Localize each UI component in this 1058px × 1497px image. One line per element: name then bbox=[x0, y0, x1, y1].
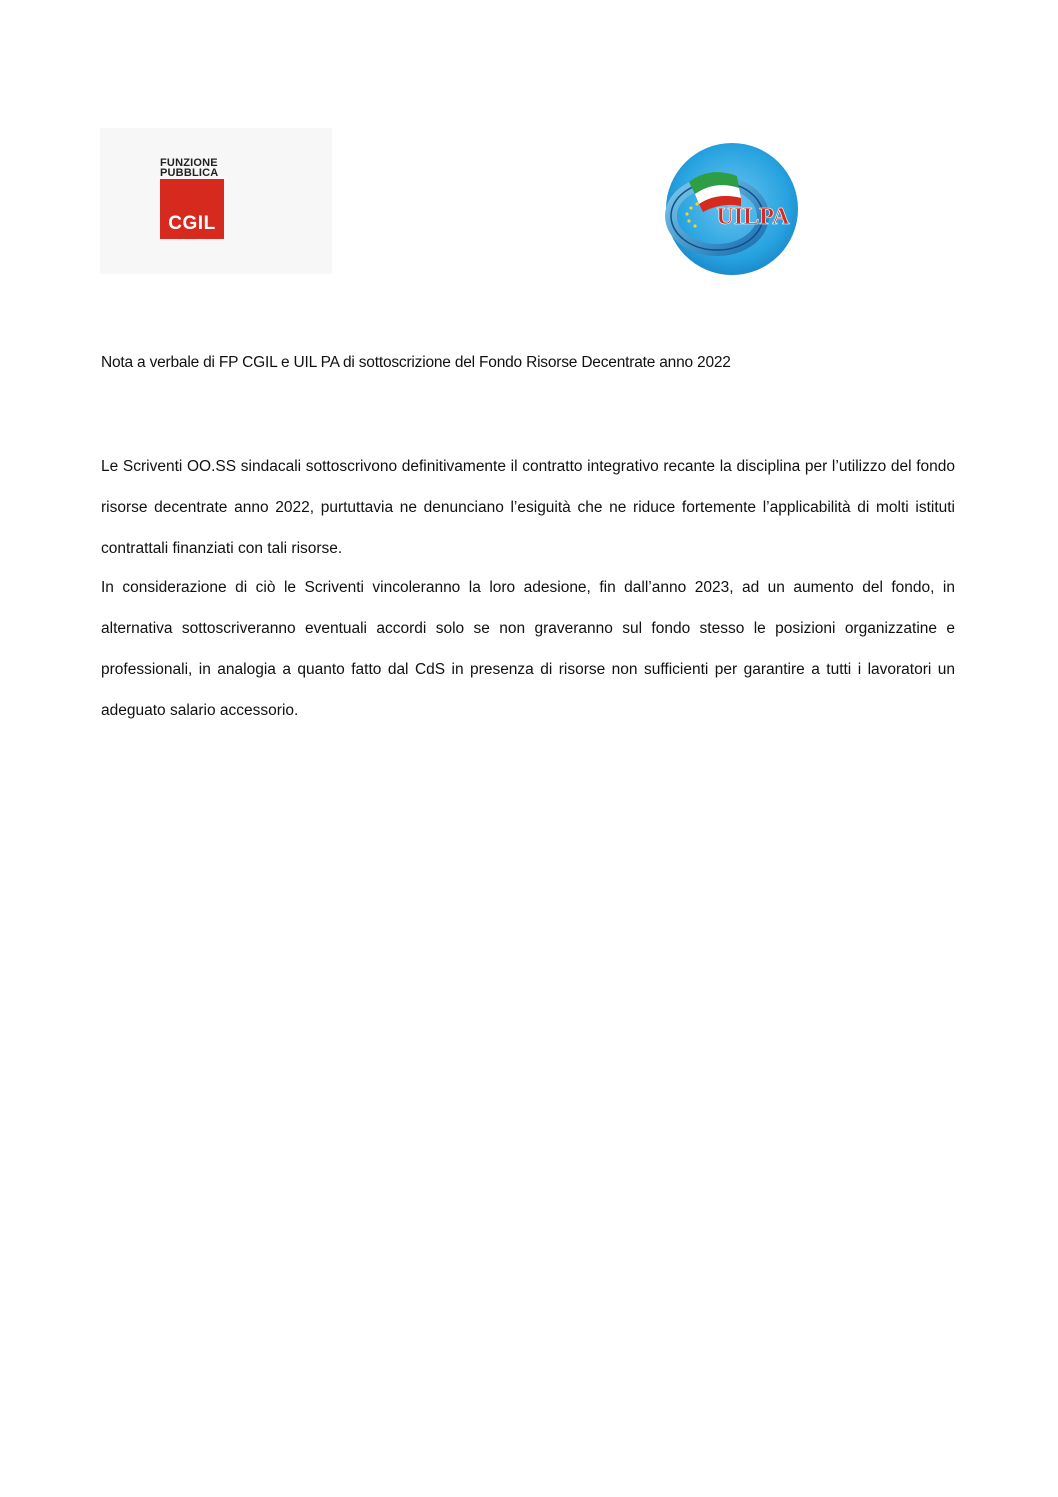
document-title: Nota a verbale di FP CGIL e UIL PA di sottoscrizione del Fondo Risorse Decentrate anno 2022 bbox=[101, 354, 731, 371]
fp-cgil-logo-line-2: PUBBLICA bbox=[160, 167, 219, 179]
cgil-red-box bbox=[160, 179, 224, 239]
uilpa-logo bbox=[665, 142, 799, 276]
fp-cgil-logo-heading bbox=[160, 158, 218, 178]
uilpa-brand-text: UILPA bbox=[716, 204, 790, 230]
paragraph-2: In considerazione di ciò le Scriventi vincoleranno la loro adesione, fin dall’anno 2023, ad un aumento del fondo, in alternativa sottoscriveranno eventuali accordi solo se non graveranno sul fondo stesso le posizioni organizzatine e professionali, in analogia a quanto fatto dal CdS in presenza di risorse non sufficienti per garantire a tutti i lavoratori un adeguato salario accessorio. bbox=[101, 579, 955, 719]
uilpa-logo-icon bbox=[665, 142, 799, 276]
paragraph-1: Le Scriventi OO.SS sindacali sottoscrivono definitivamente il contratto integrativo recante la disciplina per l’utilizzo del fondo risorse decentrate anno 2022, purtuttavia ne denunciano l’esiguità che ne riduce fortemente l’applicabilità di molti istituti contrattali finanziati con tali risorse. bbox=[101, 458, 955, 557]
fp-cgil-logo bbox=[100, 128, 332, 274]
cgil-brand-text: CGIL bbox=[168, 213, 216, 234]
fp-cgil-logo-line-1: FUNZIONE bbox=[160, 157, 218, 169]
